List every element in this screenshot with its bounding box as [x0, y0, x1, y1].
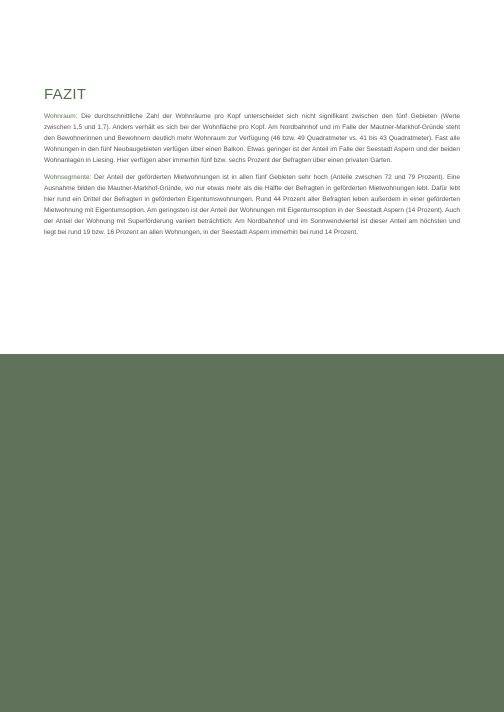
- paragraph-wohnraum: [44, 112, 460, 167]
- page-top-area: [0, 0, 504, 354]
- paragraph-text-wohnsegmente: Der Anteil der geförderten Mietwohnungen ist in allen fünf Gebieten sehr hoch (Anteile zwischen 72 und 79 Prozent). Eine Ausnahme bilden die Mautner-Markhof-Gründe, wo nur etwas mehr als die Hälfte der Befragten in geförderten Mietwohnungen lebt. Dafür lebt hier rund ein Drittel der Befragten in geförderten Eigentumswohnungen. Rund 44 Prozent aller Befragten leben außerdem in einer geförderten Mietwohnung mit Eigentumsoption. Am geringsten ist der Anteil der Wohnungen mit Eigentumsoption in der Seestadt Aspern (14 Prozent). Auch der Anteil der Wohnung mit Superförderung variiert beträchtlich: Am Nordbahnhof und im Sonnwendviertel ist dieser Anteil am höchsten und liegt bei rund 19 bzw. 16 Prozent an allen Wohnungen, in der Seestadt Aspern immerhin bei rund 14 Prozent.: [44, 174, 460, 236]
- paragraph-text-wohnraum: Die durchschnittliche Zahl der Wohnräume pro Kopf unterscheidet sich nicht signifikant zwischen den fünf Gebieten (Werte zwischen 1,5 und 1,7). Anders verhält es sich bei der Wohnfläche pro Kopf. Am Nordbahnhof und im Falle der Mautner-Markhof-Gründe steht den Bewohnerinnen und Bewohnern deutlich mehr Wohnraum zur Verfügung (46 bzw. 49 Quadratmeter vs. 41 bis 43 Quadratmeter). Fast alle Wohnungen in den fünf Neubaugebieten verfügen über einen Balkon. Etwas geringer ist der Anteil im Falle der Seestadt Aspern und der beiden Wohnanlagen in Liesing. Hier verfügen aber immerhin fünf bzw. sechs Prozent der Befragten über einen privaten Garten.: [44, 113, 460, 164]
- paragraph-wohnsegmente: [44, 173, 460, 238]
- paragraph-lead-wohnraum: Wohnraum:: [44, 113, 78, 120]
- section-heading: FAZIT: [44, 86, 87, 103]
- bottom-color-band: [0, 354, 504, 712]
- paragraph-lead-wohnsegmente: Wohnsegmente:: [44, 174, 92, 181]
